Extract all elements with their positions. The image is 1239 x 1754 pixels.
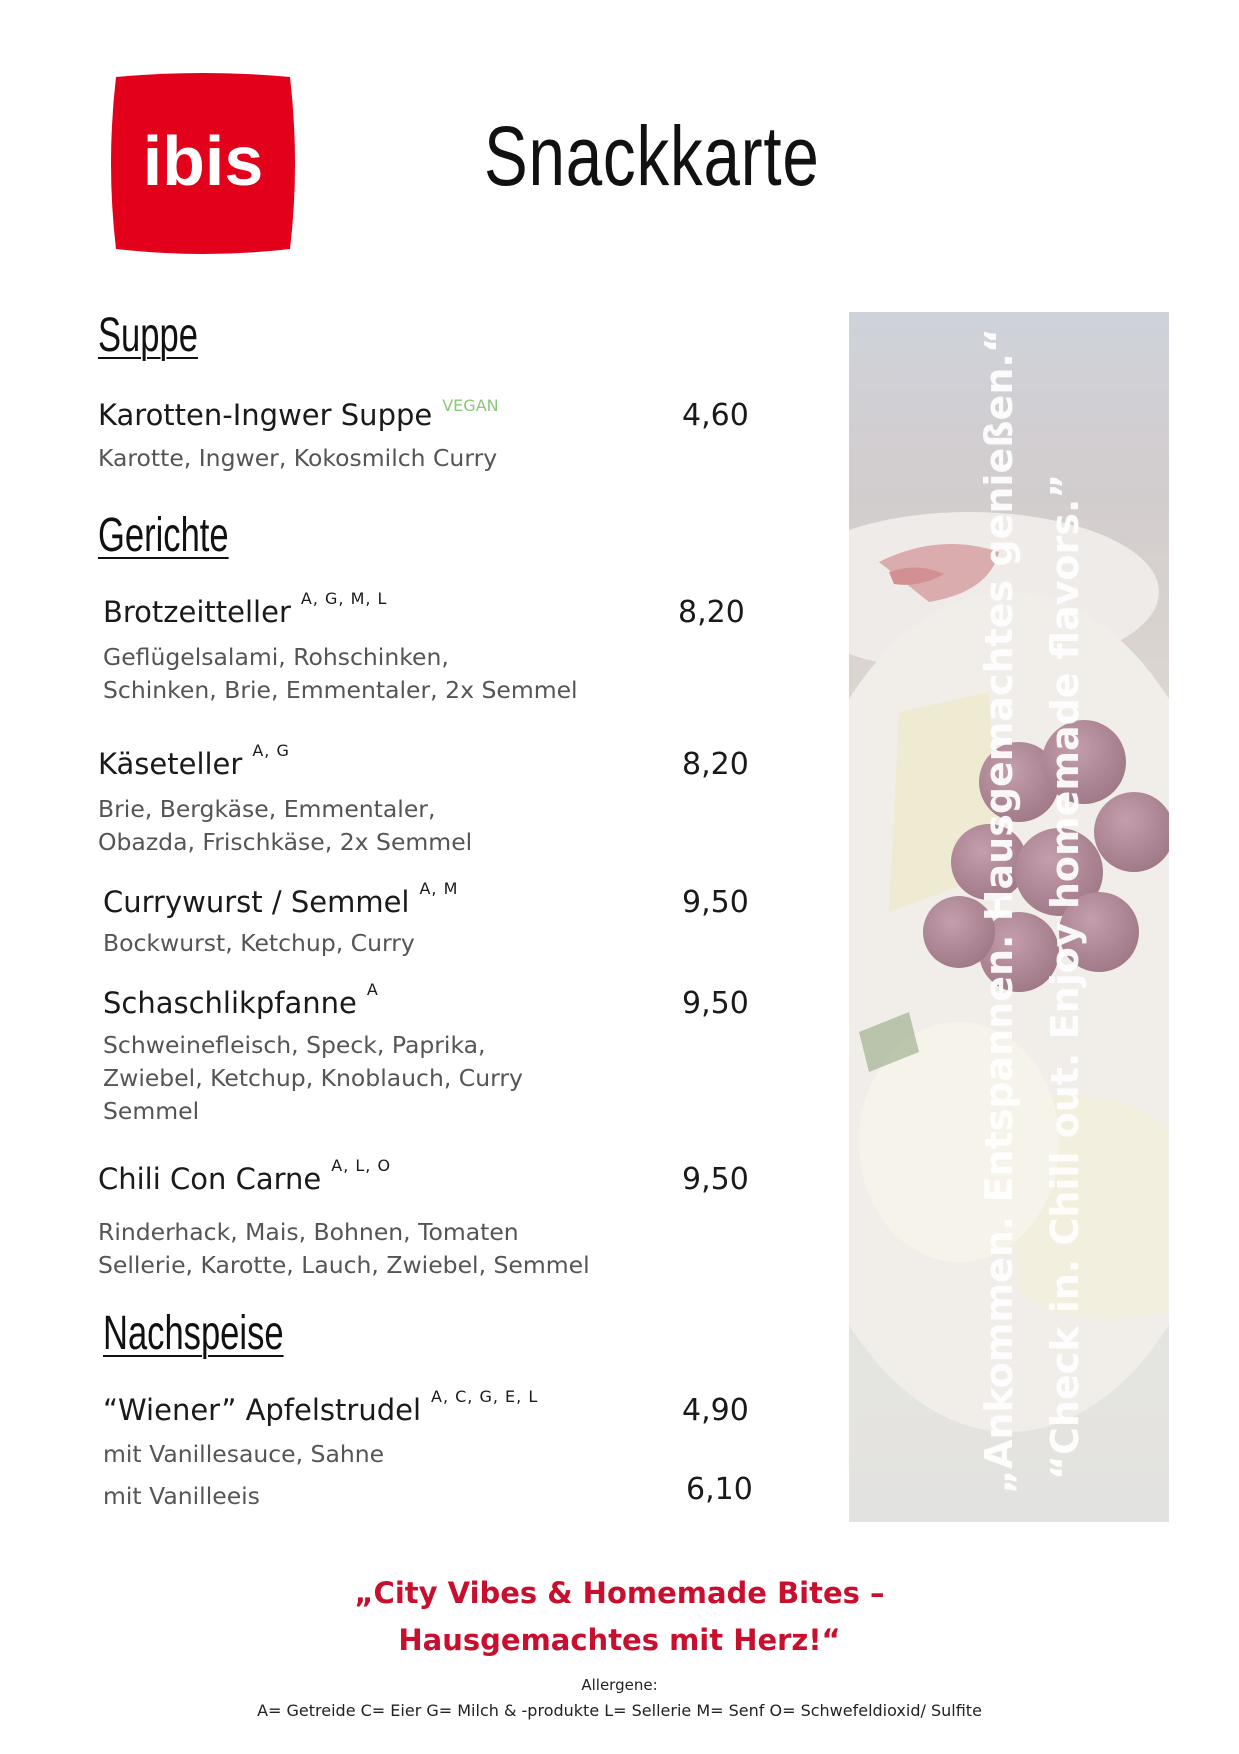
section-title-suppe: Suppe bbox=[98, 309, 198, 362]
item-description: Geflügelsalami, Rohschinken, Schinken, Brie, Emmentaler, 2x Semmel bbox=[103, 643, 578, 704]
item-price: 9,50 bbox=[682, 1162, 749, 1197]
menu-item-name: Käseteller $^{A, G}$ bbox=[98, 741, 290, 781]
menu-item-name: Currywurst / Semmel $^{A, M}$ bbox=[103, 879, 459, 919]
food-photo-banner bbox=[849, 312, 1169, 1522]
allergen-codes: A, M bbox=[419, 879, 459, 898]
menu-item-name: Chili Con Carne $^{A, L, O}$ bbox=[98, 1156, 392, 1196]
section-title-nachspeise: Nachspeise bbox=[103, 1307, 284, 1360]
allergen-codes: A, G, M, L bbox=[300, 589, 388, 608]
allergens-title: Allergene: bbox=[581, 1676, 658, 1694]
section-title-gerichte: Gerichte bbox=[98, 509, 229, 562]
allergen-codes: A bbox=[366, 980, 379, 999]
menu-item-name: Karotten-Ingwer Suppe $^{VEGAN}$ bbox=[98, 396, 499, 432]
menu-item-name: Brotzeitteller $^{A, G, M, L}$ bbox=[103, 589, 388, 629]
item-price: 9,50 bbox=[682, 885, 749, 920]
slogan-line-2: Hausgemachtes mit Herz!“ bbox=[398, 1623, 841, 1657]
allergens-legend: A= Getreide C= Eier G= Milch & -produkte L= Sellerie M= Senf O= Schwefeldioxid/ Sulfite bbox=[257, 1701, 982, 1720]
allergen-codes: A, G bbox=[252, 741, 290, 760]
banner-slogan-german: „Ankommen. Entspannen. Hausgemachtes genießen.“ bbox=[977, 328, 1021, 1494]
item-description: Schweinefleisch, Speck, Paprika, Zwiebel, Ketchup, Knoblauch, Curry Semmel bbox=[103, 1031, 523, 1125]
item-description: mit Vanillesauce, Sahne bbox=[103, 1440, 385, 1468]
page-title: Snackkarte bbox=[484, 109, 820, 203]
item-description: Bockwurst, Ketchup, Curry bbox=[103, 929, 415, 957]
item-price: 8,20 bbox=[682, 747, 749, 782]
menu-item-name: Schaschlikpfanne $^A$ bbox=[103, 980, 379, 1020]
item-price: 6,10 bbox=[686, 1472, 753, 1507]
item-price: 9,50 bbox=[682, 986, 749, 1021]
slogan-line-1: „City Vibes & Homemade Bites – bbox=[354, 1576, 885, 1610]
item-description: Karotte, Ingwer, Kokosmilch Curry bbox=[98, 444, 498, 472]
item-description: Brie, Bergkäse, Emmentaler, Obazda, Frischkäse, 2x Semmel bbox=[98, 795, 473, 856]
vegan-badge: VEGAN bbox=[442, 396, 499, 415]
item-description: Rinderhack, Mais, Bohnen, Tomaten Sellerie, Karotte, Lauch, Zwiebel, Semmel bbox=[98, 1218, 590, 1279]
allergen-codes: A, C, G, E, L bbox=[431, 1387, 539, 1406]
menu-item-name: “Wiener” Apfelstrudel $^{A, C, G, E, L}$ bbox=[103, 1387, 539, 1427]
item-price: 4,60 bbox=[682, 398, 749, 433]
ibis-logo bbox=[110, 73, 296, 256]
banner-slogan-english: “Check in. Chill out. Enjoy homemade flavors.” bbox=[1043, 473, 1087, 1480]
item-description: mit Vanilleeis bbox=[103, 1482, 260, 1510]
footer-slogan bbox=[0, 1570, 1239, 1664]
item-price: 8,20 bbox=[678, 595, 745, 630]
logo-text: ibis bbox=[142, 122, 264, 200]
allergen-codes: A, L, O bbox=[331, 1156, 392, 1175]
item-price: 4,90 bbox=[682, 1393, 749, 1428]
